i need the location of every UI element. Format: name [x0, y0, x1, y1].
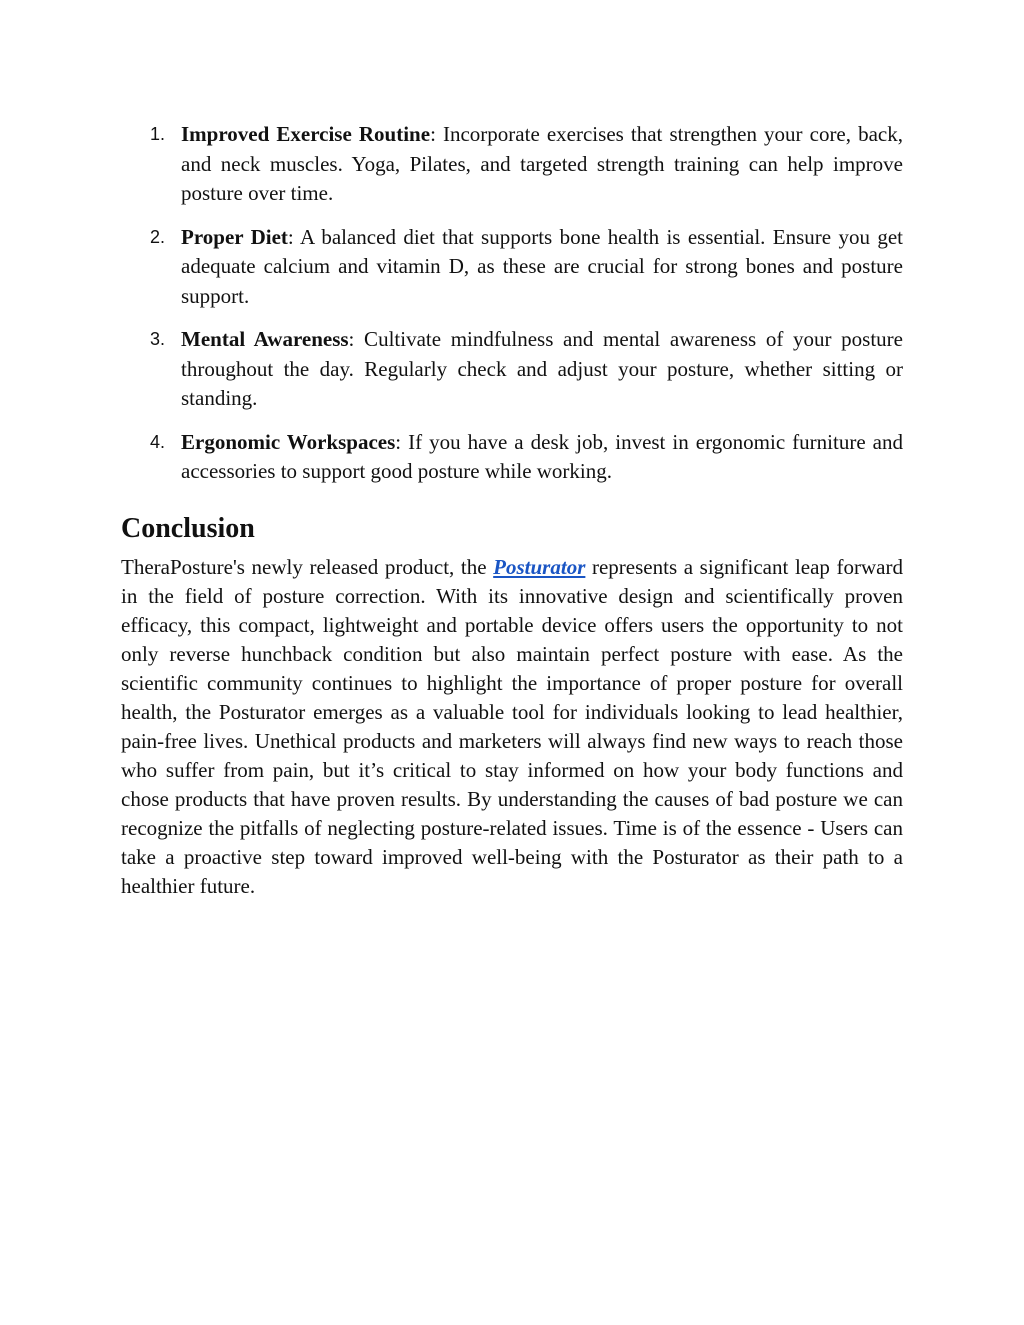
list-item-term: Ergonomic Workspaces — [181, 429, 396, 454]
list-item-term: Mental Awareness — [181, 327, 349, 351]
conclusion-text-start: TheraPosture's newly released product, the — [121, 554, 494, 579]
list-item-text: : A balanced diet that supports bone health is essential. Ensure you get adequate calcium and vitamin D, as these are crucial for strong bones and posture support. — [181, 224, 903, 308]
conclusion-heading: Conclusion — [121, 512, 255, 544]
list-number: 2. — [150, 226, 166, 247]
list-number: 1. — [150, 124, 166, 144]
list-item-text: : If you have a desk job, invest in ergonomic furniture and accessories to support good posture while working. — [181, 429, 903, 483]
list-item-text: : Incorporate exercises that strengthen your core, back, and neck muscles. Yoga, Pilates, and targeted strength training can help improve posture over time. — [181, 122, 903, 205]
document-page — [121, 120, 903, 901]
list-item — [121, 428, 903, 487]
list-number: 4. — [150, 431, 166, 452]
list-item — [121, 325, 903, 414]
conclusion-text-rest: represents a significant leap forward in the field of posture correction. With its innovative design and scientifically proven efficacy, this compact, lightweight and portable device offers users the opportunity to not only reverse hunchback condition but also maintain perfect posture with ease. As the scientific community continues to highlight the importance of proper posture for overall health, the Posturator emerges as a valuable tool for individuals looking to lead healthier, pain-free lives. Unethical products and marketers will always find new ways to reach those who suffer from pain, but it’s critical to stay informed on how your body functions and chose products that have proven results. By understanding the causes of bad posture we can recognize the pitfalls of neglecting posture-related issues. Time is of the essence - Users can take a proactive step toward improved well-being with the Posturator as their path to a healthier future. — [121, 554, 903, 898]
list-number: 3. — [150, 329, 166, 349]
list-item-text: : Cultivate mindfulness and mental awareness of your posture throughout the day. Regularly check and adjust your posture, whether sitting or standing. — [181, 327, 903, 410]
list-item-term: Proper Diet — [181, 224, 288, 249]
recommendations-list — [121, 120, 903, 487]
conclusion-paragraph — [121, 553, 903, 901]
list-item — [121, 120, 903, 209]
list-item — [121, 223, 903, 312]
list-item-term: Improved Exercise Routine — [181, 122, 431, 146]
posturator-link[interactable]: Posturator — [493, 554, 586, 579]
